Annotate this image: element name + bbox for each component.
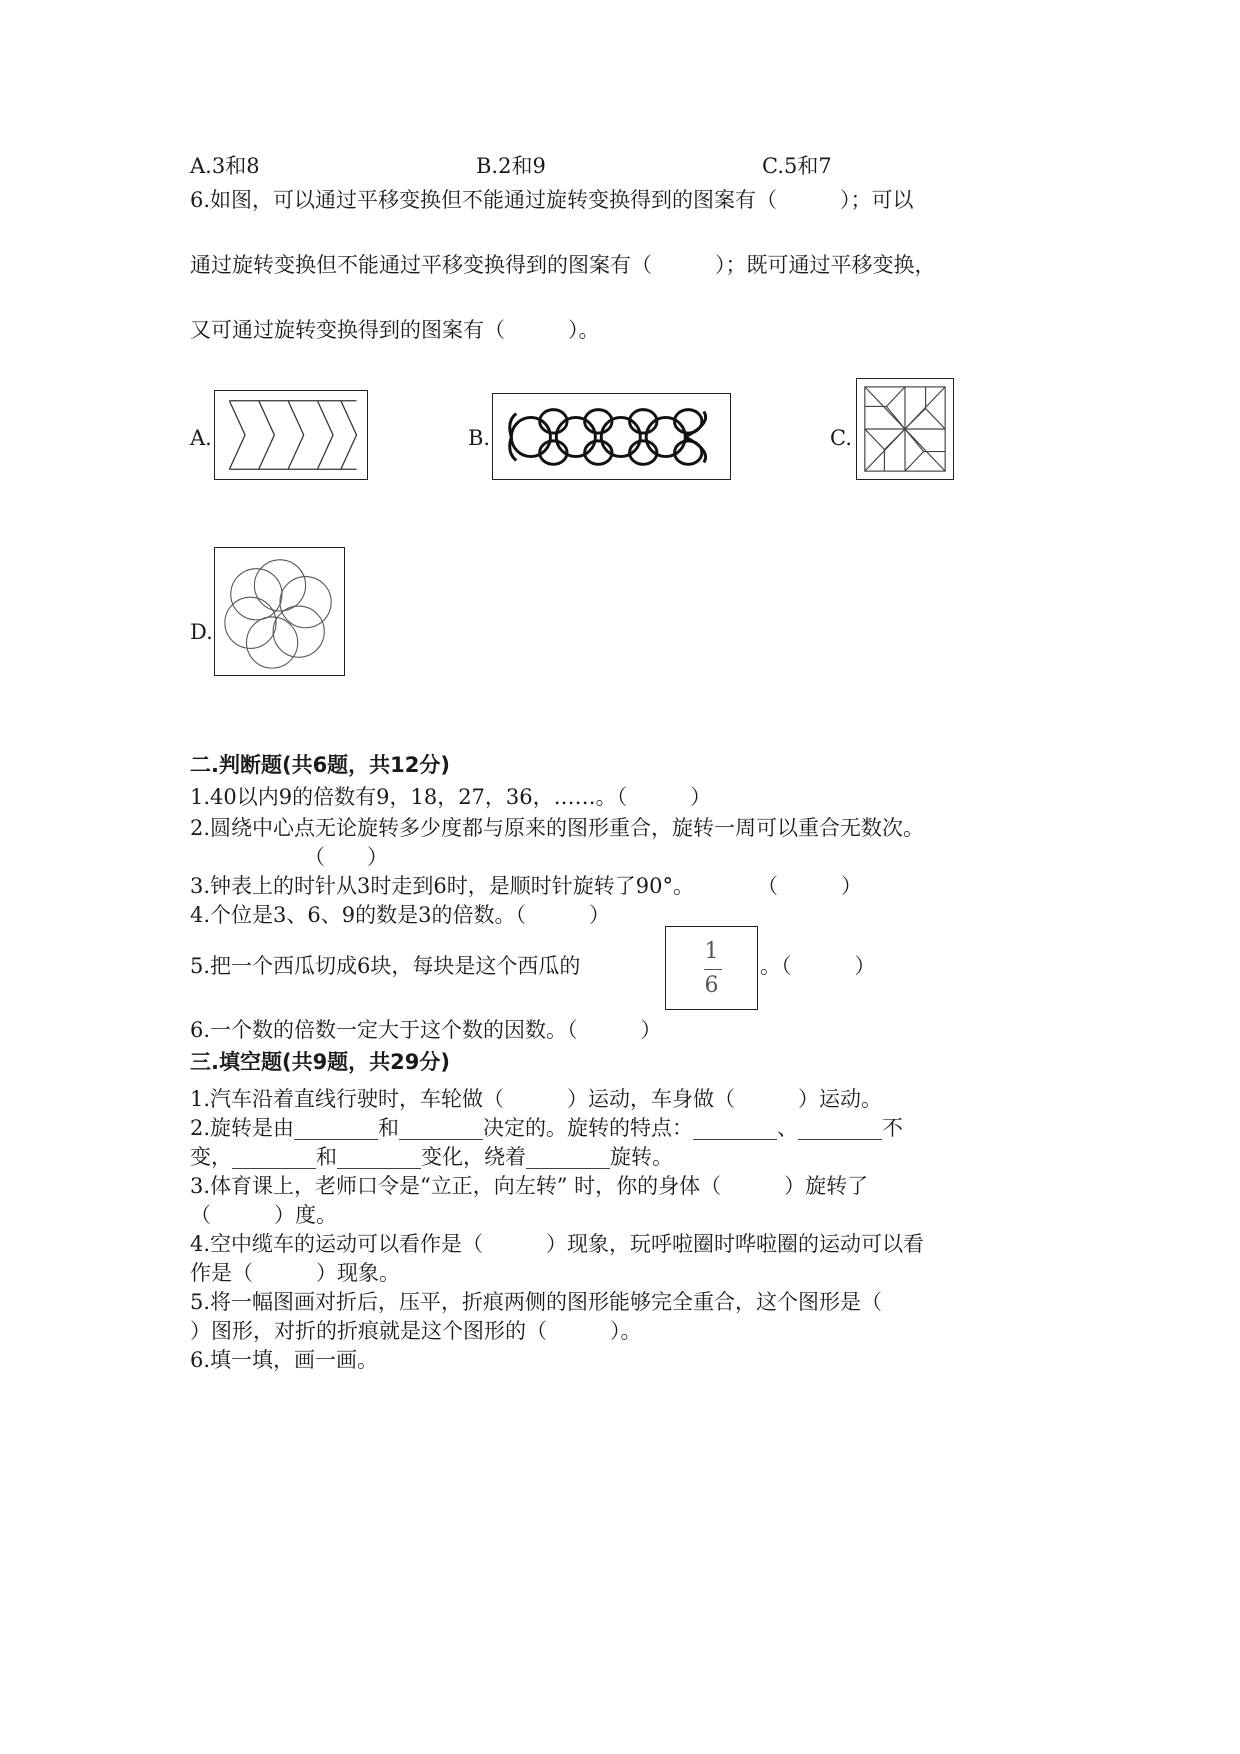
section-2-item-4: 4.个位是3、6、9的数是3的倍数。（ ） <box>190 903 610 927</box>
section-2-item-5-tail: 。（ ） <box>760 954 876 978</box>
fraction-bar <box>704 969 722 970</box>
figure-label-a: A. <box>190 426 212 450</box>
figure-a-chevrons <box>214 390 368 480</box>
section-2-item-3: 3.钟表上的时针从3时走到6时，是顺时针旋转了90°。 （ ） <box>190 874 862 898</box>
section-2-item-6: 6.一个数的倍数一定大于这个数的因数。（ ） <box>190 1018 662 1042</box>
circle-flower-icon <box>215 548 344 675</box>
fraction-denominator: 6 <box>704 973 719 998</box>
section-3-item-4-cont: 作是（ ）现象。 <box>190 1261 400 1285</box>
q6-line-1: 6.如图，可以通过平移变换但不能通过旋转变换得到的图案有（ ）；可以 <box>190 188 914 212</box>
figure-label-d: D. <box>190 620 213 644</box>
section-3-heading: 三.填空题(共9题，共29分) <box>190 1050 451 1074</box>
section-3-item-2-cont: 变，________和________变化，绕着________旋转。 <box>190 1145 673 1169</box>
section-3-item-4: 4.空中缆车的运动可以看作是（ ）现象，玩呼啦圈时哗啦圈的运动可以看 <box>190 1232 925 1256</box>
q6-line-2: 通过旋转变换但不能通过平移变换得到的图案有（ ）；既可通过平移变换， <box>190 253 936 277</box>
q5-option-b: B.2和9 <box>476 154 546 178</box>
section-2-heading: 二.判断题(共6题，共12分) <box>190 753 451 777</box>
section-3-item-2: 2.旋转是由________和________决定的。旋转的特点：________、________不 <box>190 1116 904 1140</box>
section-3-item-5-cont: ）图形，对折的折痕就是这个图形的（ ）。 <box>190 1319 642 1343</box>
q6-line-3: 又可通过旋转变换得到的图案有（ ）。 <box>190 318 600 342</box>
figure-d-circle-flower <box>214 547 345 676</box>
section-2-item-2: 2.圆绕中心点无论旋转多少度都与原来的图形重合，旋转一周可以重合无数次。 <box>190 816 925 840</box>
section-3-item-6: 6.填一填，画一画。 <box>190 1348 379 1372</box>
q5-option-a: A.3和8 <box>190 154 260 178</box>
fraction-numerator: 1 <box>704 939 719 964</box>
section-3-item-1: 1.汽车沿着直线行驶时，车轮做（ ）运动，车身做（ ）运动。 <box>190 1087 883 1111</box>
section-2-item-5: 5.把一个西瓜切成6块，每块是这个西瓜的 <box>190 954 581 978</box>
section-3-item-3-cont: （ ）度。 <box>190 1203 337 1227</box>
q5-option-c: C.5和7 <box>762 154 832 178</box>
chevron-pattern-icon <box>215 391 367 479</box>
section-3-item-5: 5.将一幅图画对折后，压平，折痕两侧的图形能够完全重合，这个图形是（ <box>190 1290 883 1314</box>
pinwheel-icon <box>857 379 953 479</box>
figure-label-c: C. <box>830 426 852 450</box>
figure-c-pinwheel <box>856 378 954 480</box>
circle-chain-icon <box>493 394 730 479</box>
figure-b-circle-chain <box>492 393 731 480</box>
fraction-one-sixth <box>665 926 758 1010</box>
section-2-item-1: 1.40以内9的倍数有9，18，27，36，……。（ ） <box>190 785 712 809</box>
figure-label-b: B. <box>468 426 491 450</box>
section-2-item-2-answer: （ ） <box>304 845 388 869</box>
section-3-item-3: 3.体育课上，老师口令是“立正，向左转” 时，你的身体（ ）旋转了 <box>190 1174 869 1198</box>
